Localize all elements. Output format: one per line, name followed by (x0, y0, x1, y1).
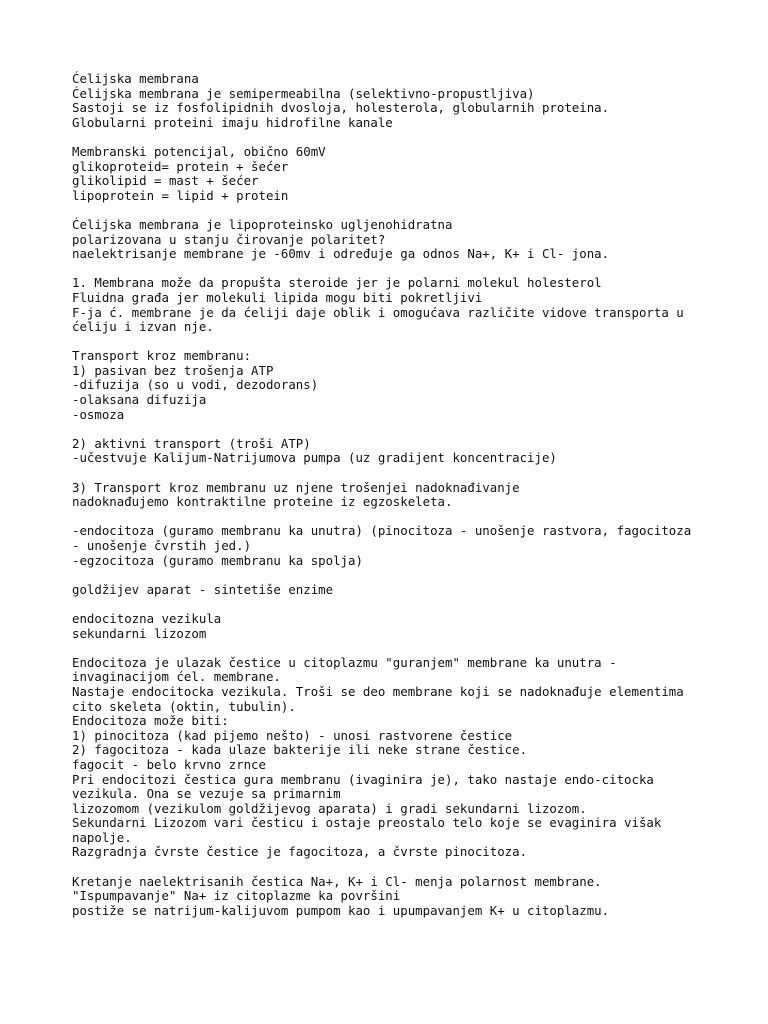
paragraph (72, 524, 712, 568)
text-line: Ćelijska membrana je semipermeabilna (selektivno-propustljiva) (72, 85, 535, 101)
text-line: Globularni proteini imaju hidrofilne kanale (72, 114, 393, 130)
text-line: fagocit - belo krvno zrnce (72, 756, 266, 772)
paragraph (72, 72, 712, 130)
text-line: Transport kroz membranu: (72, 348, 252, 364)
paragraph (72, 583, 712, 598)
text-line: 1) pinocitoza (kad pijemo nešto) - unosi rastvorene čestice (72, 727, 513, 743)
text-line: glikoproteid= protein + šećer (72, 158, 289, 174)
text-line: -egzocitoza (guramo membranu ka spolja) (72, 552, 363, 568)
text-line: 2) fagocitoza - kada ulaze bakterije ili neke strane čestice. (72, 742, 528, 758)
text-line: napolje. (72, 829, 132, 845)
paragraph (72, 875, 712, 919)
paragraph (72, 349, 712, 422)
text-line: Ćelijska membrana (72, 71, 199, 86)
text-line: Razgradnja čvrste čestice je fagocitoza, a čvrste pinocitoza. (72, 844, 528, 860)
text-line: cito skeleta (oktin, tubulin). (72, 698, 296, 714)
text-line: - unošenje čvrstih jed.) (72, 538, 252, 553)
text-line: Sekundarni Lizozom vari česticu i ostaje preostalo telo koje se evaginira višak (72, 815, 662, 831)
text-line: postiže se natrijum-kalijuvom pumpom kao i upumpavanjem K+ u citoplazmu. (72, 902, 610, 918)
text-line: vezikula. Ona se vezuje sa primarnim (72, 786, 341, 802)
paragraph (72, 276, 712, 334)
document-page (72, 72, 712, 933)
text-line: nadoknađujemo kontraktilne proteine iz egzoskeleta. (72, 494, 453, 510)
text-line: Fluidna građa jer molekuli lipida mogu biti pokretljivi (72, 289, 483, 305)
text-line: -difuzija (so u vodi, dezodorans) (72, 377, 319, 393)
text-line: Ćelijska membrana je lipoproteinsko ugljenohidratna (72, 216, 453, 232)
text-line: ćeliju i izvan nje. (72, 319, 214, 335)
text-line: 3) Transport kroz membranu uz njene trošenjei nadoknađivanje (72, 479, 520, 495)
text-line: sekundarni lizozom (72, 625, 207, 641)
text-line: glikolipid = mast + šećer (72, 173, 259, 189)
paragraph (72, 145, 712, 203)
text-line: 1. Membrana može da propušta steroide jer je polarni molekul holesterol (72, 275, 602, 291)
text-line: -olaksana difuzija (72, 392, 207, 408)
text-line: Nastaje endocitocka vezikula. Troši se deo membrane koji se nadoknađuje elementima (72, 683, 684, 699)
paragraph (72, 656, 712, 860)
text-line: -endocitoza (guramo membranu ka unutra) (pinocitoza - unošenje rastvora, fagocitoza (72, 523, 692, 539)
text-line: -osmoza (72, 406, 125, 422)
text-line: Sastoji se iz fosfolipidnih dvosloja, holesterola, globularnih proteina. (72, 100, 610, 116)
text-line: 1) pasivan bez trošenja ATP (72, 362, 274, 378)
text-line: invaginacijom ćel. membrane. (72, 669, 281, 685)
text-line: -učestvuje Kalijum-Natrijumova pumpa (uz gradijent koncentracije) (72, 450, 557, 466)
text-line: lipoprotein = lipid + protein (72, 187, 289, 203)
text-line: goldžijev aparat - sintetiše enzime (72, 581, 334, 597)
text-line: naelektrisanje membrane je -60mv i određuje ga odnos Na+, K+ i Cl- jona. (72, 246, 610, 262)
text-line: F-ja ć. membrane je da ćeliji daje oblik i omogućava različite vidove transporta u (72, 304, 684, 320)
paragraph (72, 481, 712, 510)
text-line: Pri endocitozi čestica gura membranu (ivaginira je), tako nastaje endo-citocka (72, 771, 654, 787)
paragraph (72, 612, 712, 641)
text-line: "Ispumpavanje" Na+ iz citoplazme ka površini (72, 888, 401, 904)
paragraph (72, 218, 712, 262)
text-line: Endocitoza može biti: (72, 713, 229, 729)
text-line: endocitozna vezikula (72, 610, 222, 626)
text-line: Endocitoza je ulazak čestice u citoplazmu "guranjem" membrane ka unutra - (72, 654, 617, 670)
text-line: 2) aktivni transport (troši ATP) (72, 435, 311, 451)
paragraph (72, 437, 712, 466)
text-line: Kretanje naelektrisanih čestica Na+, K+ i Cl- menja polarnost membrane. (72, 873, 602, 889)
text-line: lizozomom (vezikulom goldžijevog aparata) i gradi sekundarni lizozom. (72, 800, 587, 816)
text-line: polarizovana u stanju čirovanje polaritet? (72, 231, 386, 247)
text-line: Membranski potencijal, obično 60mV (72, 143, 326, 159)
